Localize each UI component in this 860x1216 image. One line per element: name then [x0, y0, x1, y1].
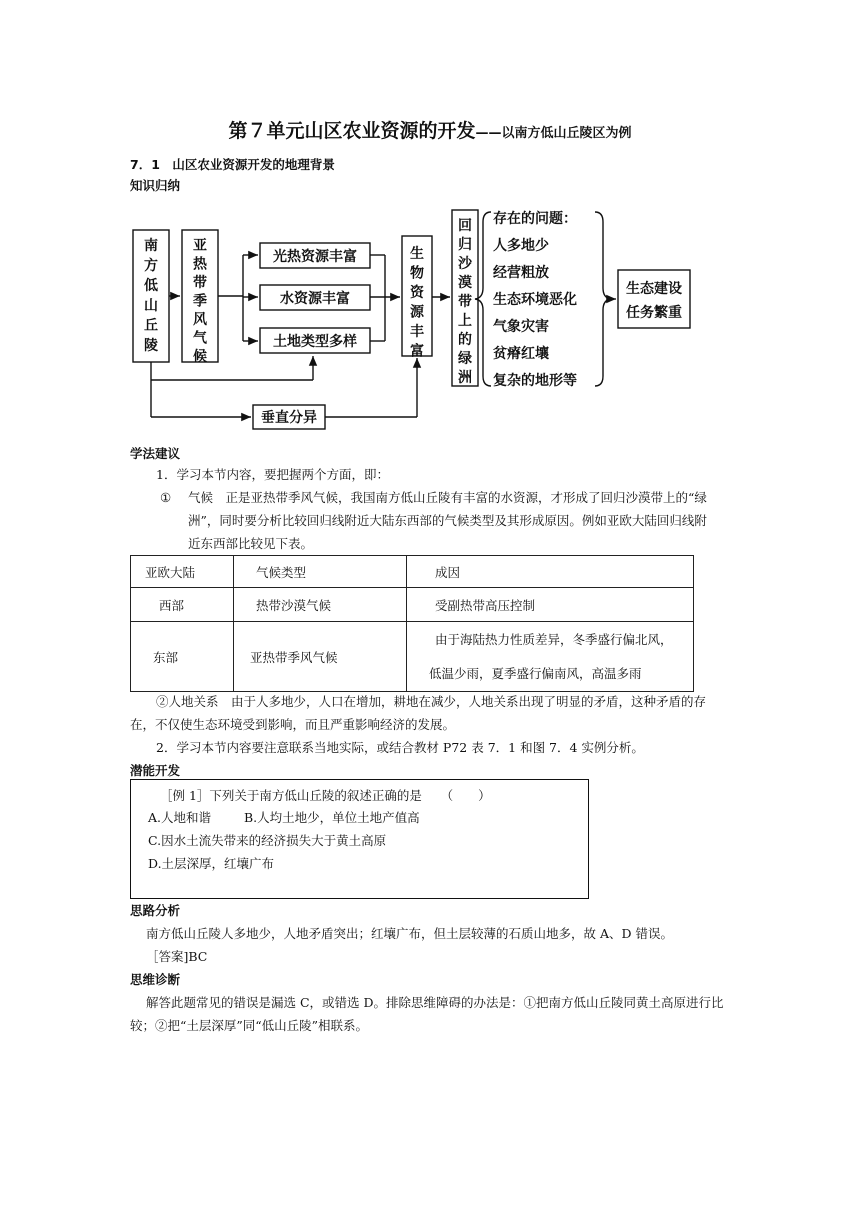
diagnosis-line: 较；②把“土层深厚”同“低山丘陵”相联系。 — [130, 1018, 369, 1033]
table-cell: 亚热带季风气候 — [234, 622, 407, 692]
page-title — [0, 116, 860, 143]
table-row — [131, 622, 694, 692]
bio-text: 生物资源丰富 — [410, 246, 424, 360]
study-line: 近东西部比较见下表。 — [188, 536, 314, 551]
oasis-text: 回归沙漠带上的绿洲 — [458, 218, 472, 386]
comparison-table — [130, 555, 694, 692]
potential-heading: 潜能开发 — [130, 763, 181, 778]
problem-item: 人多地少 — [493, 238, 549, 254]
table-cell: 热带沙漠气候 — [234, 588, 407, 622]
knowledge-heading: 知识归纳 — [130, 178, 181, 193]
table-header-row — [131, 556, 694, 588]
study-p1: 1．学习本节内容，要把握两个方面，即： — [156, 467, 389, 482]
example-option-c: C.因水土流失带来的经济损失大于黄土高原 — [148, 833, 387, 848]
resource-light-text: 光热资源丰富 — [273, 249, 357, 265]
table-cell: 西部 — [131, 588, 234, 622]
task-line-1: 生态建设 — [626, 281, 682, 297]
problem-item: 复杂的地形等 — [493, 373, 577, 389]
region-text: 南方低山丘陵 — [144, 238, 158, 354]
study-line: 洲”，同时要分析比较回归线附近大陆东西部的气候类型及其形成原因。例如亚欧大陆回归线附 — [188, 513, 707, 528]
study-line: 气候 正是亚热带季风气候，我国南方低山丘陵有丰富的水资源，才形成了回归沙漠带上的“绿 — [188, 490, 707, 505]
problem-item: 生态环境恶化 — [493, 292, 577, 308]
task-line-2: 任务繁重 — [626, 305, 682, 321]
brace-right — [595, 212, 611, 386]
table-cell — [407, 622, 694, 692]
answer-text: ［答案]BC — [146, 949, 208, 964]
table-cell: 受副热带高压控制 — [407, 588, 694, 622]
table-header: 成因 — [407, 556, 694, 588]
table-cell-line: 低温少雨，夏季盛行偏南风，高温多雨 — [429, 665, 642, 681]
title-main: 第７单元山区农业资源的开发 — [228, 120, 476, 142]
example-stem: ［例 1］下列关于南方低山丘陵的叙述正确的是 （ ） — [160, 788, 491, 803]
study-heading: 学法建议 — [130, 446, 181, 461]
table-header: 亚欧大陆 — [131, 556, 234, 588]
after-table-line: 2．学习本节内容要注意联系当地实际，或结合教材 P72 表 7．1 和图 7．4 实例分析。 — [156, 740, 644, 755]
diagnosis-heading: 思维诊断 — [130, 972, 181, 987]
after-table-line: 在，不仅使生态环境受到影响，而且严重影响经济的发展。 — [130, 717, 456, 732]
section-heading: 7．1 山区农业资源开发的地理背景 — [130, 157, 335, 172]
example-option-d: D.土层深厚，红壤广布 — [148, 856, 275, 871]
after-table-line: ②人地关系 由于人多地少，人口在增加，耕地在减少，人地关系出现了明显的矛盾，这种矛盾的存 — [156, 694, 707, 709]
analysis-heading: 思路分析 — [130, 903, 181, 918]
diagnosis-line: 解答此题常见的错误是漏选 C，或错选 D。排除思维障碍的办法是：①把南方低山丘陵同黄土高原进行比 — [146, 995, 724, 1010]
resource-water-text: 水资源丰富 — [280, 291, 350, 307]
problem-item: 气象灾害 — [493, 319, 549, 335]
example-option-b: B.人均土地少，单位土地产值高 — [244, 810, 420, 825]
table-cell-line: 由于海陆热力性质差异，冬季盛行偏北风， — [435, 631, 673, 647]
problem-item: 存在的问题： — [493, 211, 577, 227]
table-header: 气候类型 — [234, 556, 407, 588]
problem-item: 经营粗放 — [493, 265, 549, 281]
vertical-text: 垂直分异 — [261, 410, 317, 426]
problem-item: 贫瘠红壤 — [493, 346, 549, 362]
climate-text: 亚热带季风气候 — [193, 238, 207, 365]
study-marker: ① — [160, 490, 172, 505]
title-sub: ——以南方低山丘陵区为例 — [475, 126, 632, 141]
example-option-a: A.人地和谐 — [148, 810, 212, 825]
analysis-text: 南方低山丘陵人多地少，人地矛盾突出；红壤广布，但土层较薄的石质山地多，故 A、D 错误。 — [146, 926, 673, 941]
table-row — [131, 588, 694, 622]
concept-diagram — [125, 200, 745, 440]
resource-land-text: 土地类型多样 — [273, 334, 357, 350]
table-cell: 东部 — [131, 622, 234, 692]
